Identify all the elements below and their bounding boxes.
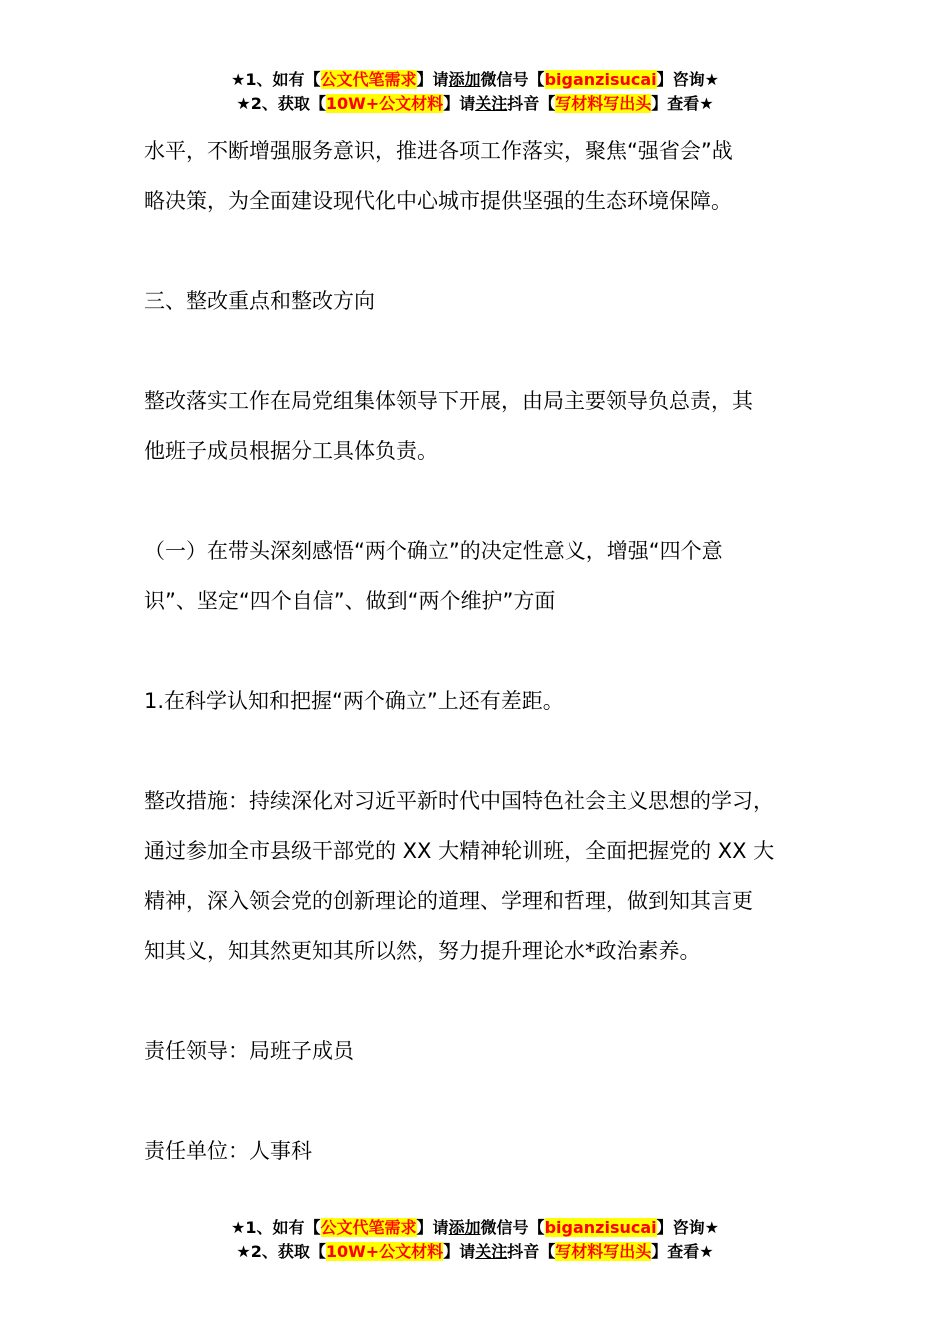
- document-body: [144, 126, 834, 1176]
- banner-line-1: ★1、如有【公文代笔需求】请添加微信号【biganzisucai】咨询★: [231, 70, 719, 89]
- banner-highlight: 10W+公文材料: [325, 1242, 444, 1261]
- banner-line-2: ★2、获取【10W+公文材料】请关注抖音【写材料写出头】查看★: [236, 1242, 714, 1261]
- footer-banner: [0, 1216, 950, 1264]
- issue-item: 1.在科学认知和把握“两个确立”上还有差距。: [144, 689, 564, 713]
- banner-highlight: 写材料写出头: [555, 1242, 652, 1261]
- responsible-unit: 责任单位：人事科: [144, 1139, 312, 1163]
- banner-highlight: 10W+公文材料: [325, 94, 444, 113]
- rectification-measures: 整改措施：持续深化对习近平新时代中国特色社会主义思想的学习， 通过参加全市县级干部党的 XX 大精神轮训班，全面把握党的 XX 大 精神，深入领会党的创新理论的道理、学理和哲理，做到知其言更 知其义，知其然更知其所以然，努力提升理论水*政治素养。: [144, 789, 775, 963]
- banner-line-2: ★2、获取【10W+公文材料】请关注抖音【写材料写出头】查看★: [236, 94, 714, 113]
- banner-line-1: ★1、如有【公文代笔需求】请添加微信号【biganzisucai】咨询★: [231, 1218, 719, 1237]
- subsection-heading: （一）在带头深刻感悟“两个确立”的决定性意义，增强“四个意 识”、坚定“四个自信”、做到“两个维护”方面: [144, 539, 723, 613]
- responsible-leader: 责任领导：局班子成员: [144, 1039, 354, 1063]
- section-heading: 三、整改重点和整改方向: [144, 289, 375, 313]
- paragraph-leadership: 整改落实工作在局党组集体领导下开展，由局主要领导负总责，其 他班子成员根据分工具体负责。: [144, 389, 753, 463]
- banner-highlight: 公文代笔需求: [320, 1218, 417, 1237]
- banner-highlight: biganzisucai: [544, 70, 657, 89]
- header-banner: [0, 68, 950, 116]
- banner-highlight: 公文代笔需求: [320, 70, 417, 89]
- paragraph-continued: 水平，不断增强服务意识，推进各项工作落实，聚焦“强省会”战 略决策，为全面建设现代化中心城市提供坚强的生态环境保障。: [144, 139, 733, 213]
- banner-highlight: biganzisucai: [544, 1218, 657, 1237]
- banner-highlight: 写材料写出头: [555, 94, 652, 113]
